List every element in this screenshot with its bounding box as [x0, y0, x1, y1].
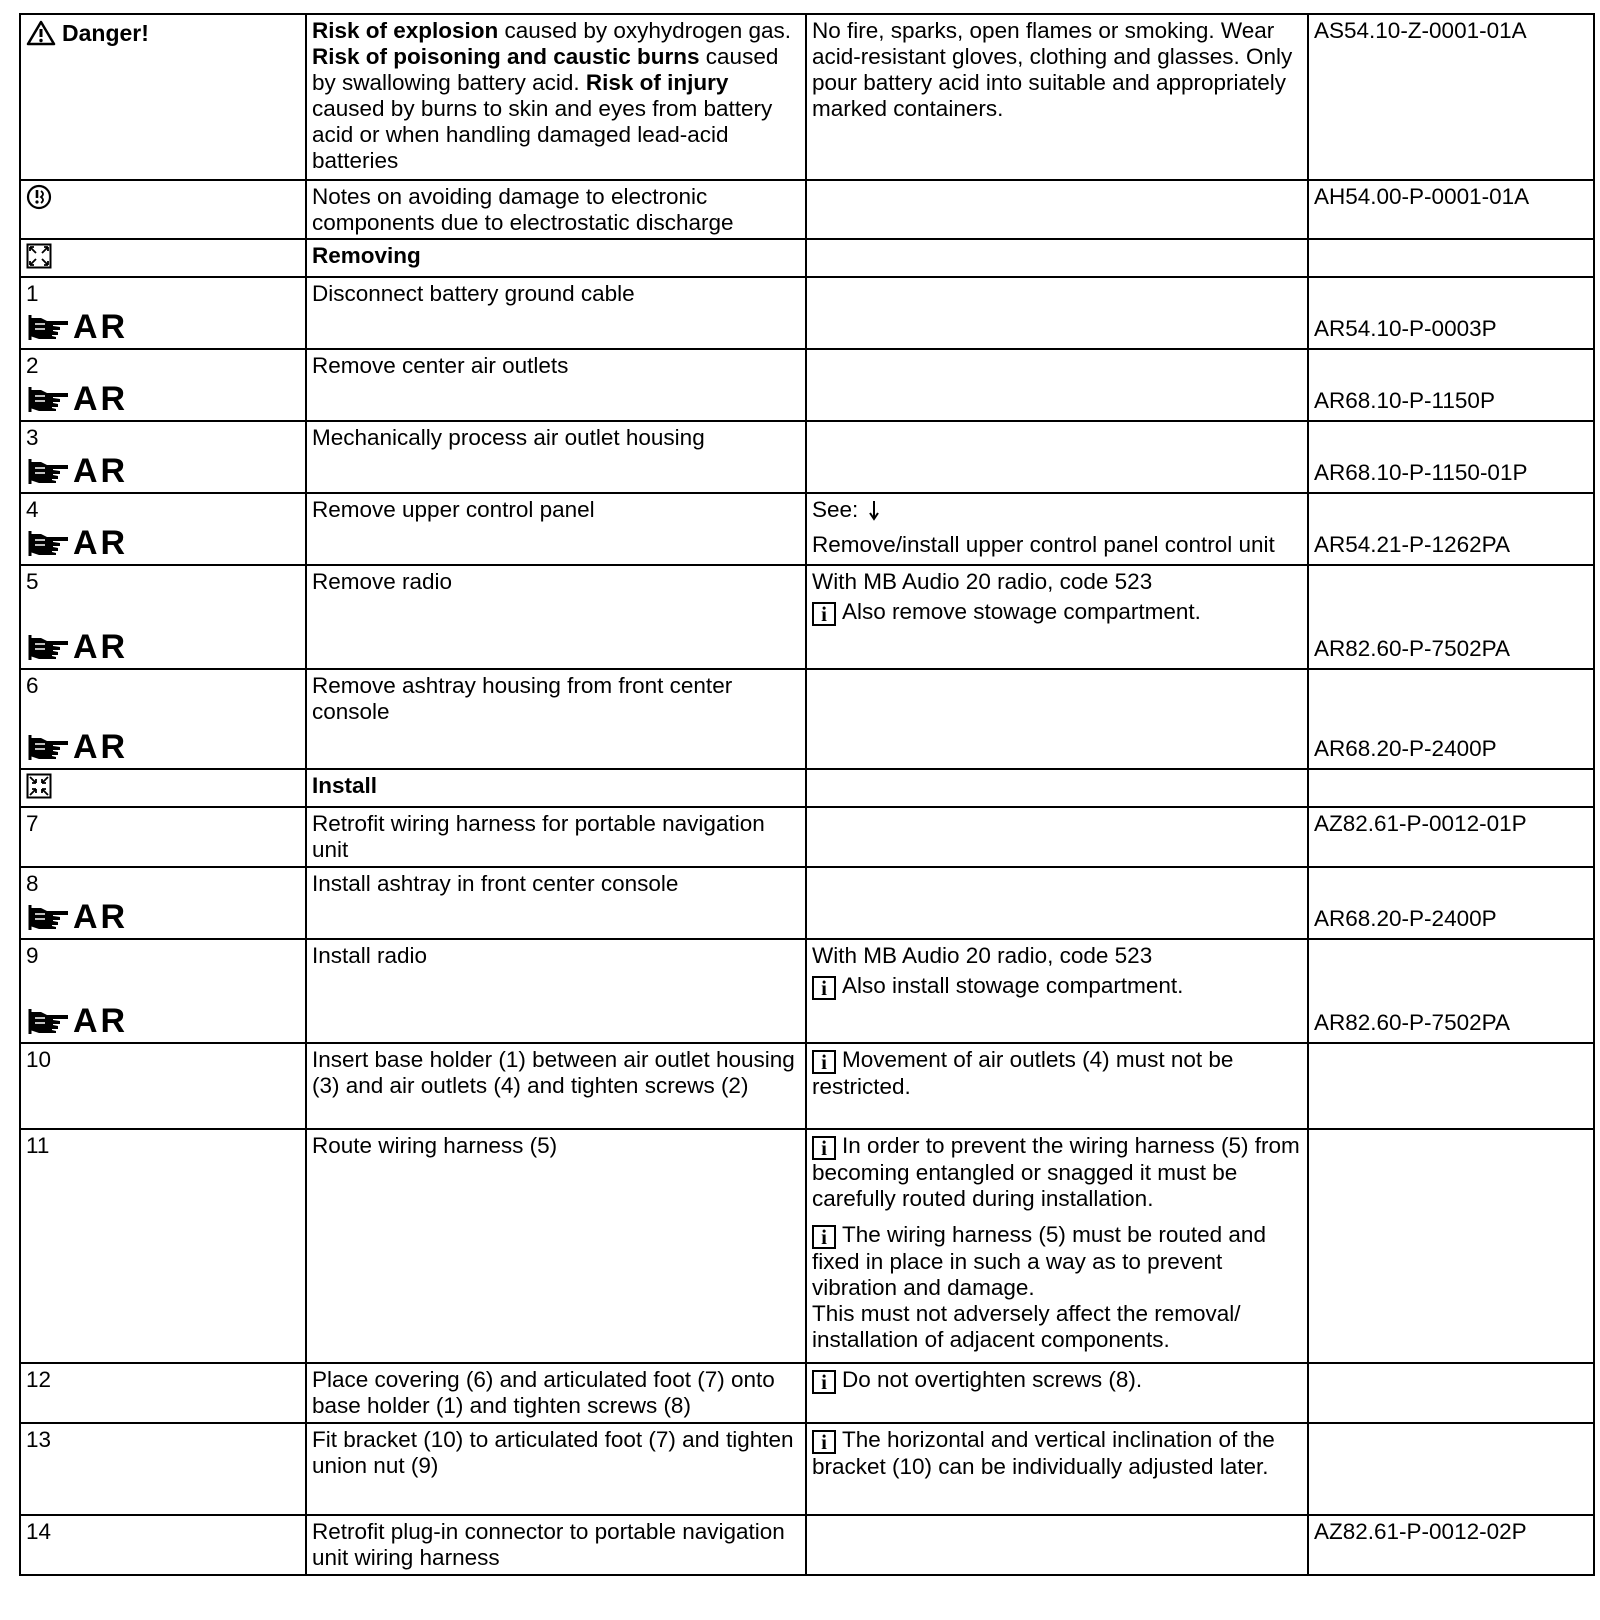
doc-ref[interactable]: AZ82.61-P-0012-01P	[1308, 807, 1594, 867]
removing-heading: Removing	[306, 239, 806, 277]
empty-cell	[806, 769, 1308, 807]
step-text: Remove upper control panel	[306, 493, 806, 565]
doc-ref[interactable]: AR68.10-P-1150P	[1314, 388, 1495, 413]
empty-cell	[1308, 769, 1594, 807]
pointing-hand-icon	[27, 732, 71, 762]
step-number: 12	[26, 1367, 52, 1392]
info-icon: i	[812, 602, 836, 626]
doc-ref[interactable]: AR68.20-P-2400P	[1314, 906, 1497, 931]
step-row	[20, 669, 1594, 769]
step-text: Mechanically process air outlet housing	[306, 421, 806, 493]
pointing-hand-icon	[27, 632, 71, 662]
step-row	[20, 349, 1594, 421]
doc-ref[interactable]: AR54.10-P-0003P	[1314, 316, 1497, 341]
step-text: Fit bracket (10) to articulated foot (7) and tighten union nut (9)	[306, 1423, 806, 1515]
doc-ref[interactable]: AR82.60-P-7502PA	[1314, 636, 1510, 661]
step-text: Install radio	[306, 939, 806, 1043]
note-info-text: The horizontal and vertical inclination of the bracket (10) can be individually adjusted later.	[812, 1427, 1275, 1479]
step-11-cell	[20, 1129, 306, 1363]
info-icon: i	[812, 1430, 836, 1454]
ar-link[interactable]	[27, 630, 128, 664]
esd-note	[806, 180, 1308, 239]
step-note	[806, 807, 1308, 867]
step-note	[806, 1515, 1308, 1575]
step-row	[20, 421, 1594, 493]
esd-cell	[20, 180, 306, 239]
step-row	[20, 1363, 1594, 1423]
esd-doc-ref[interactable]: AH54.00-P-0001-01A	[1308, 180, 1594, 239]
warning-triangle-icon	[26, 20, 56, 46]
step-note	[806, 349, 1308, 421]
step-number: 1	[26, 281, 39, 306]
step-2-cell	[20, 349, 306, 421]
info-icon: i	[812, 1050, 836, 1074]
installation-symbol-icon	[26, 773, 52, 799]
step-1-cell	[20, 277, 306, 349]
step-5-cell	[20, 565, 306, 669]
pointing-hand-icon	[27, 456, 71, 486]
note-extra-text: This must not adversely affect the removal/ installation of adjacent components.	[812, 1301, 1241, 1352]
doc-ref[interactable]: AZ82.61-P-0012-02P	[1308, 1515, 1594, 1575]
step-row	[20, 1043, 1594, 1129]
step-text: Remove radio	[306, 565, 806, 669]
step-6-cell	[20, 669, 306, 769]
note-info-text: In order to prevent the wiring harness (5) from becoming entangled or snagged it must be carefully routed during installation.	[812, 1133, 1300, 1211]
step-row	[20, 1515, 1594, 1575]
step-note	[806, 277, 1308, 349]
ar-link[interactable]	[27, 382, 128, 416]
step-number: 14	[26, 1519, 52, 1544]
step-note	[806, 1129, 1308, 1363]
step-note	[806, 867, 1308, 939]
step-9-cell	[20, 939, 306, 1043]
step-text: Retrofit wiring harness for portable navigation unit	[306, 807, 806, 867]
ar-link[interactable]	[27, 900, 128, 934]
danger-description	[306, 14, 806, 180]
removing-heading-row	[20, 239, 1594, 277]
ar-link[interactable]	[27, 1004, 128, 1038]
info-icon: i	[812, 1370, 836, 1394]
step-12-cell	[20, 1363, 306, 1423]
step-doc-cell	[1308, 277, 1594, 349]
step-doc-cell	[1308, 493, 1594, 565]
step-row	[20, 493, 1594, 565]
ar-label: AR	[73, 452, 129, 490]
step-note	[806, 421, 1308, 493]
doc-ref[interactable]: AR54.21-P-1262PA	[1314, 532, 1510, 557]
note-info-text: Also remove stowage compartment.	[842, 599, 1201, 624]
ar-link[interactable]	[27, 454, 128, 488]
info-icon: i	[812, 1225, 836, 1249]
step-row	[20, 807, 1594, 867]
step-number: 5	[26, 569, 39, 594]
step-number: 9	[26, 943, 39, 968]
esd-warning-icon	[26, 184, 52, 210]
step-text: Install ashtray in front center console	[306, 867, 806, 939]
step-row	[20, 867, 1594, 939]
step-number: 2	[26, 353, 39, 378]
step-text: Route wiring harness (5)	[306, 1129, 806, 1363]
removal-symbol-icon	[26, 243, 52, 269]
step-doc-cell	[1308, 867, 1594, 939]
pointing-hand-icon	[27, 902, 71, 932]
step-3-cell	[20, 421, 306, 493]
esd-row	[20, 180, 1594, 239]
step-7-cell	[20, 807, 306, 867]
install-icon-cell	[20, 769, 306, 807]
note-info-text: Do not overtighten screws (8).	[842, 1367, 1143, 1392]
step-doc-cell	[1308, 669, 1594, 769]
step-doc-cell	[1308, 349, 1594, 421]
doc-ref[interactable]: AR68.10-P-1150-01P	[1314, 460, 1528, 485]
ar-label: AR	[73, 728, 129, 766]
risk-explosion: Risk of explosion	[312, 18, 499, 43]
doc-ref[interactable]: AR68.20-P-2400P	[1314, 736, 1497, 761]
step-number: 10	[26, 1047, 52, 1072]
ar-label: AR	[73, 380, 129, 418]
danger-row	[20, 14, 1594, 180]
step-note	[806, 565, 1308, 669]
note-condition: With MB Audio 20 radio, code 523	[812, 943, 1153, 968]
step-doc-cell	[1308, 939, 1594, 1043]
danger-cell	[20, 14, 306, 180]
step-note	[806, 1363, 1308, 1423]
step-doc-cell	[1308, 421, 1594, 493]
ar-label: AR	[73, 898, 129, 936]
ar-link[interactable]	[27, 730, 128, 764]
install-heading-row	[20, 769, 1594, 807]
step-4-cell	[20, 493, 306, 565]
step-text: Remove center air outlets	[306, 349, 806, 421]
step-10-cell	[20, 1043, 306, 1129]
pointing-hand-icon	[27, 312, 71, 342]
removing-icon-cell	[20, 239, 306, 277]
risk-injury-text: caused by burns to skin and eyes from battery acid or when handling damaged lead-acid batteries	[312, 96, 773, 173]
step-note	[806, 669, 1308, 769]
ar-label: AR	[73, 308, 129, 346]
step-number: 3	[26, 425, 39, 450]
info-icon: i	[812, 1136, 836, 1160]
empty-cell	[1308, 1423, 1594, 1515]
empty-cell	[1308, 1129, 1594, 1363]
step-row	[20, 1129, 1594, 1363]
step-row	[20, 1423, 1594, 1515]
danger-doc-ref[interactable]: AS54.10-Z-0001-01A	[1308, 14, 1594, 180]
step-number: 6	[26, 673, 39, 698]
see-label: See:	[812, 497, 859, 522]
step-number: 4	[26, 497, 39, 522]
step-13-cell	[20, 1423, 306, 1515]
empty-cell	[1308, 1043, 1594, 1129]
ar-link[interactable]	[27, 310, 128, 344]
step-doc-cell	[1308, 565, 1594, 669]
note-info-text: The wiring harness (5) must be routed and fixed in place in such a way as to prevent vibration and damage.	[812, 1222, 1266, 1300]
danger-label: Danger!	[62, 20, 149, 46]
ar-label: AR	[73, 628, 129, 666]
note-condition: With MB Audio 20 radio, code 523	[812, 569, 1153, 594]
pointing-hand-icon	[27, 528, 71, 558]
step-text: Place covering (6) and articulated foot (7) onto base holder (1) and tighten screws (8)	[306, 1363, 806, 1423]
step-text: Disconnect battery ground cable	[306, 277, 806, 349]
ar-label: AR	[73, 524, 129, 562]
step-note	[806, 493, 1308, 565]
ar-label: AR	[73, 1002, 129, 1040]
step-row	[20, 939, 1594, 1043]
install-heading: Install	[306, 769, 806, 807]
step-note	[806, 939, 1308, 1043]
esd-text: Notes on avoiding damage to electronic components due to electrostatic discharge	[306, 180, 806, 239]
note-info-text: Movement of air outlets (4) must not be restricted.	[812, 1047, 1234, 1099]
step-row	[20, 565, 1594, 669]
pointing-hand-icon	[27, 1006, 71, 1036]
step-number: 11	[26, 1133, 50, 1158]
danger-measures: No fire, sparks, open flames or smoking. Wear acid-resistant gloves, clothing and glasses. Only pour battery acid into suitable and appropriately marked containers.	[806, 14, 1308, 180]
step-note	[806, 1423, 1308, 1515]
step-text: Remove ashtray housing from front center console	[306, 669, 806, 769]
info-icon: i	[812, 976, 836, 1000]
empty-cell	[806, 239, 1308, 277]
note-info-text: Also install stowage compartment.	[842, 973, 1184, 998]
step-text: Insert base holder (1) between air outlet housing (3) and air outlets (4) and tighten screws (2)	[306, 1043, 806, 1129]
risk-poisoning: Risk of poisoning and caustic burns	[312, 44, 700, 69]
step-14-cell	[20, 1515, 306, 1575]
step-text: Retrofit plug-in connector to portable navigation unit wiring harness	[306, 1515, 806, 1575]
risk-poisoning-text: caused by swallowing battery acid.	[312, 44, 779, 95]
step-row	[20, 277, 1594, 349]
step-number: 13	[26, 1427, 52, 1452]
step-number: 8	[26, 871, 39, 896]
step-8-cell	[20, 867, 306, 939]
ar-link[interactable]	[27, 526, 128, 560]
empty-cell	[1308, 239, 1594, 277]
empty-cell	[1308, 1363, 1594, 1423]
step-note	[806, 1043, 1308, 1129]
step-number: 7	[26, 811, 39, 836]
procedure-table	[19, 13, 1595, 1576]
risk-injury: Risk of injury	[585, 70, 729, 95]
down-arrow-icon[interactable]	[868, 499, 880, 521]
risk-explosion-text: caused by oxyhydrogen gas.	[498, 18, 791, 43]
doc-ref[interactable]: AR82.60-P-7502PA	[1314, 1010, 1510, 1035]
see-target[interactable]: Remove/install upper control panel control unit	[812, 532, 1275, 557]
pointing-hand-icon	[27, 384, 71, 414]
